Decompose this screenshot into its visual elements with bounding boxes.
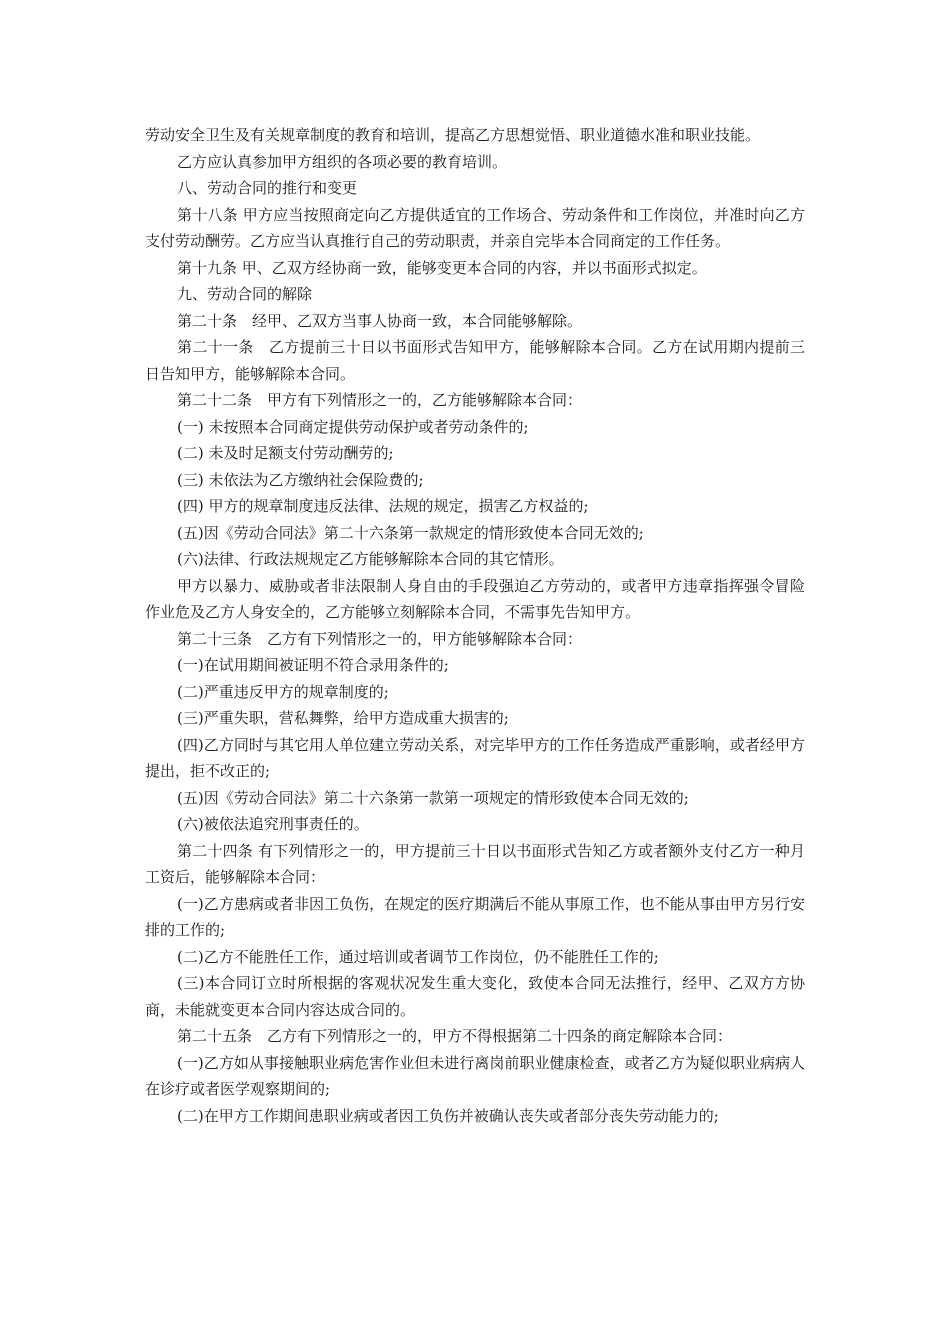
paragraph: (二) 未及时足额支付劳动酬劳的; — [177, 444, 394, 462]
paragraph: (六)法律、行政法规规定乙方能够解除本合同的其它情形。 — [177, 550, 564, 568]
paragraph: (二)在甲方工作期间患职业病或者因工负伤并被确认丧失或者部分丧失劳动能力的; — [177, 1106, 719, 1125]
paragraph: 第十八条 甲方应当按照商定向乙方提供适宜的工作场合、劳动条件和工作岗位，并准时向乙方支付劳动酬劳。乙方应当认真推行自己的劳动职责，并亲自完毕本合同商定的工作任务。 — [145, 205, 805, 250]
paragraph: 第二十一条 乙方提前三十日以书面形式告知甲方，能够解除本合同。乙方在试用期内提前三日告知甲方，能够解除本合同。 — [145, 338, 805, 383]
paragraph: (一)乙方如从事接触职业病危害作业但未进行离岗前职业健康检查，或者乙方为疑似职业病病人在诊疗或者医学观察期间的; — [145, 1053, 805, 1098]
paragraph: 第二十五条 乙方有下列情形之一的，甲方不得根据第二十四条的商定解除本合同： — [177, 1027, 733, 1045]
paragraph: (五)因《劳动合同法》第二十六条第一款规定的情形致使本合同无效的; — [177, 523, 644, 542]
paragraph: 八、劳动合同的推行和变更 — [177, 179, 358, 197]
paragraph: 第二十四条 有下列情形之一的，甲方提前三十日以书面形式告知乙方或者额外支付乙方一种月工资后，能够解除本合同： — [145, 841, 805, 886]
paragraph: (一)乙方患病或者非因工负伤，在规定的医疗期满后不能从事原工作，也不能从事由甲方另行安排的工作的; — [145, 894, 805, 939]
paragraph: 第十九条 甲、乙双方经协商一致，能够变更本合同的内容，并以书面形式拟定。 — [177, 258, 707, 277]
document-page — [145, 122, 805, 1129]
paragraph: 劳动安全卫生及有关规章制度的教育和培训，提高乙方思想觉悟、职业道德水准和职业技能。 — [145, 126, 761, 144]
paragraph: (五)因《劳动合同法》第二十六条第一款第一项规定的情形致使本合同无效的; — [177, 788, 689, 807]
paragraph: (六)被依法追究刑事责任的。 — [177, 815, 369, 833]
paragraph: 第二十二条 甲方有下列情形之一的，乙方能够解除本合同： — [177, 391, 583, 409]
paragraph: (四) 甲方的规章制度违反法律、法规的规定，损害乙方权益的; — [177, 497, 589, 515]
paragraph: 乙方应认真参加甲方组织的各项必要的教育培训。 — [177, 152, 508, 171]
paragraph: 九、劳动合同的解除 — [177, 285, 313, 303]
paragraph: (二)严重违反甲方的规章制度的; — [177, 682, 389, 701]
paragraph: 第二十三条 乙方有下列情形之一的，甲方能够解除本合同： — [177, 629, 583, 648]
paragraph: 甲方以暴力、威胁或者非法限制人身自由的手段强迫乙方劳动的，或者甲方违章指挥强令冒险作业危及乙方人身安全的，乙方能够立刻解除本合同，不需事先告知甲方。 — [145, 576, 805, 621]
paragraph: 第二十条 经甲、乙双方当事人协商一致，本合同能够解除。 — [177, 311, 583, 330]
paragraph: (一)在试用期间被证明不符合录用条件的; — [177, 656, 449, 674]
paragraph: (三)严重失职，营私舞弊，给甲方造成重大损害的; — [177, 709, 509, 727]
paragraph: (四)乙方同时与其它用人单位建立劳动关系，对完毕甲方的工作任务造成严重影响，或者经甲方提出，拒不改正的; — [145, 735, 805, 780]
paragraph: (三) 未依法为乙方缴纳社会保险费的; — [177, 470, 424, 489]
paragraph: (一) 未按照本合同商定提供劳动保护或者劳动条件的; — [177, 417, 529, 436]
paragraph: (三)本合同订立时所根据的客观状况发生重大变化，致使本合同无法推行，经甲、乙双方方协商，未能就变更本合同内容达成合同的。 — [145, 974, 805, 1019]
paragraph: (二)乙方不能胜任工作，通过培训或者调节工作岗位，仍不能胜任工作的; — [177, 947, 659, 966]
